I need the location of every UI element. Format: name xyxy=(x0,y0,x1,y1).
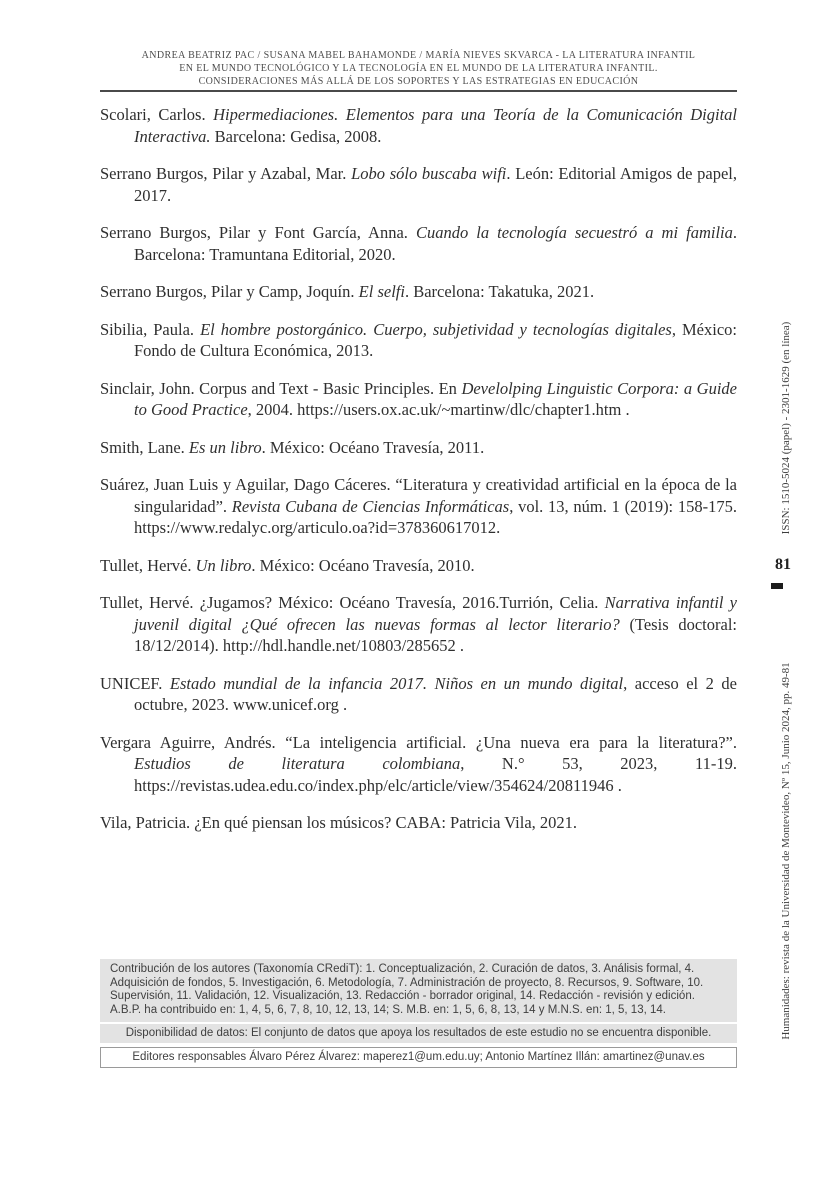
running-head xyxy=(100,49,737,88)
data-availability-box: Disponibilidad de datos: El conjunto de datos que apoya los resultados de este estudio no se encuentra disponible. xyxy=(100,1024,737,1043)
bibliography-entry: Vergara Aguirre, Andrés. “La inteligencia artificial. ¿Una nueva era para la literatura?”. Estudios de literatura colombiana, N.° 53, 2023, 11-19. https://revistas.udea.edu.co/index.php/elc/article/view/354624/20811946 . xyxy=(100,732,737,795)
bibliography-entry: Vila, Patricia. ¿En qué piensan los músicos? CABA: Patricia Vila, 2021. xyxy=(100,813,578,832)
credit-taxonomy-text: Contribución de los autores (Taxonomía CRediT): 1. Conceptualización, 2. Curación de datos, 3. Análisis formal, 4. Adquisición de fondos, 5. Investigación, 6. Metodología, 7. Administración de proyecto, 8. Recursos, 9. Software, 10. Supervisión, 11. Validación, 12. Visualización, 13. Redacción - borrador original, 14. Redacción - revisión y edición. xyxy=(110,963,704,1002)
bibliography-entry: Sibilia, Paula. El hombre postorgánico. Cuerpo, subjetividad y tecnologías digitales, México: Fondo de Cultura Económica, 2013. xyxy=(100,319,737,360)
bibliography-entry: Serrano Burgos, Pilar y Camp, Joquín. El selfi. Barcelona: Takatuka, 2021. xyxy=(100,282,595,301)
editors-box: Editores responsables Álvaro Pérez Álvarez: maperez1@um.edu.uy; Antonio Martínez Illán: amartinez@unav.es xyxy=(100,1047,737,1068)
bibliography-list xyxy=(100,104,737,850)
page-number-marker xyxy=(771,583,783,589)
bibliography-entry: Serrano Burgos, Pilar y Font García, Anna. Cuando la tecnología secuestró a mi familia. Barcelona: Tramuntana Editorial, 2020. xyxy=(100,223,737,264)
author-contribution-box xyxy=(100,959,737,1022)
page-number: 81 xyxy=(775,556,791,573)
bibliography-entry: Scolari, Carlos. Hipermediaciones. Elementos para una Teoría de la Comunicación Digital Interactiva. Barcelona: Gedisa, 2008. xyxy=(100,105,737,146)
bibliography-entry: Sinclair, John. Corpus and Text - Basic Principles. En Develolping Linguistic Corpora: a Guide to Good Practice, 2004. https://users.ox.ac.uk/~martinw/dlc/chapter1.htm . xyxy=(100,378,737,419)
issn-sidebar-text: ISSN: 1510-5024 (papel) - 2301-1629 (en línea) xyxy=(780,321,792,535)
credit-contributions-text: A.B.P. ha contribuido en: 1, 4, 5, 6, 7, 8, 10, 12, 13, 14; S. M.B. en: 1, 5, 6, 8, 13, 14 y M.N.S. en: 1, 5, 13, 14. xyxy=(110,1003,666,1016)
running-head-line-2: EN EL MUNDO TECNOLÓGICO Y LA TECNOLOGÍA EN EL MUNDO DE LA LITERATURA INFANTIL. xyxy=(179,63,658,74)
bibliography-entry: Tullet, Hervé. Un libro. México: Océano Travesía, 2010. xyxy=(100,555,475,575)
bibliography-entry: Suárez, Juan Luis y Aguilar, Dago Cáceres. “Literatura y creatividad artificial en la época de la singularidad”. Revista Cubana de Ciencias Informáticas, vol. 13, núm. 1 (2019): 158-175. https://www.redalyc.org/articulo.oa?id=378360617012. xyxy=(100,475,738,537)
running-head-line-1: ANDREA BEATRIZ PAC / SUSANA MABEL BAHAMONDE / MARÍA NIEVES SKVARCA - LA LITERATURA INFANTIL xyxy=(141,50,696,61)
header-rule xyxy=(100,90,737,92)
running-head-line-3: CONSIDERACIONES MÁS ALLÁ DE LOS SOPORTES Y LAS ESTRATEGIAS EN EDUCACIÓN xyxy=(198,76,639,87)
bibliography-entry: UNICEF. Estado mundial de la infancia 2017. Niños en un mundo digital, acceso el 2 de octubre, 2023. www.unicef.org . xyxy=(100,673,737,714)
journal-sidebar-text: Humanidades: revista de la Universidad de Montevideo, Nº 15, Junio 2024, pp. 49-81 xyxy=(780,662,792,1040)
bibliography-entry: Serrano Burgos, Pilar y Azabal, Mar. Lobo sólo buscaba wifi. León: Editorial Amigos de papel, 2017. xyxy=(100,164,737,205)
bibliography-entry: Tullet, Hervé. ¿Jugamos? México: Océano Travesía, 2016.Turrión, Celia. Narrativa infantil y juvenil digital ¿Qué ofrecen las nuevas formas al lector literario? (Tesis doctoral: 18/12/2014). http://hdl.handle.net/10803/285652 . xyxy=(100,593,737,655)
bibliography-entry: Smith, Lane. Es un libro. México: Océano Travesía, 2011. xyxy=(100,437,485,457)
